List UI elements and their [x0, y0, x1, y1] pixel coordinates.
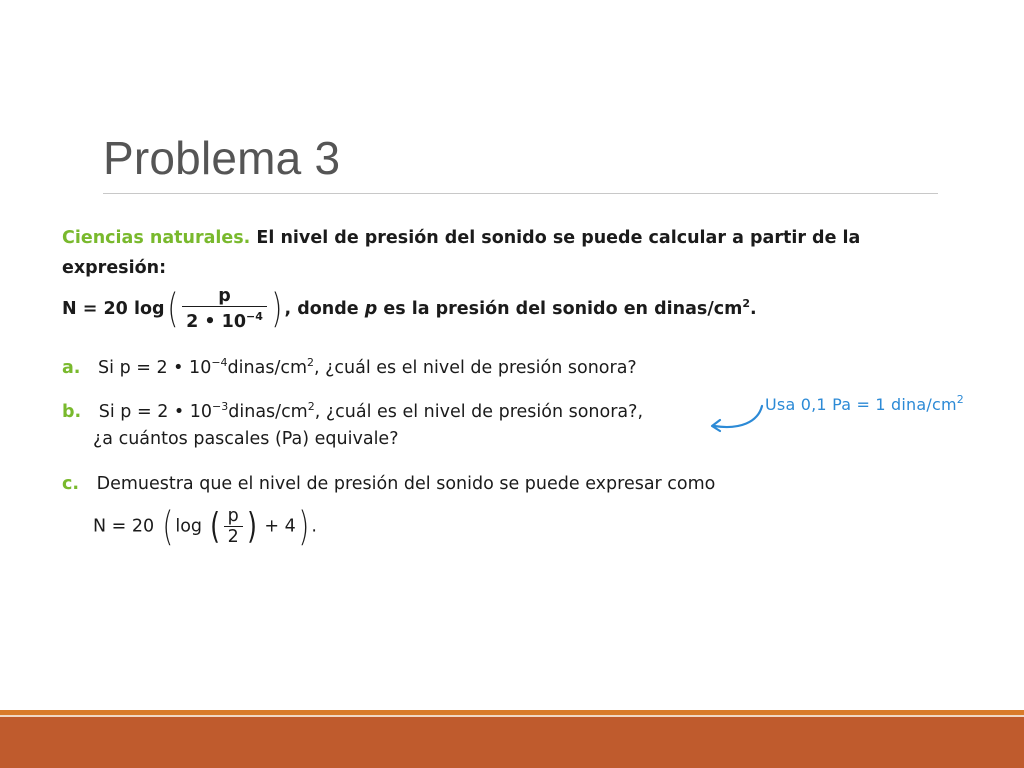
item-c-fraction — [224, 506, 243, 547]
formula-unit-exp: 2 — [742, 297, 750, 310]
item-c-formula — [93, 503, 317, 550]
left-paren: ( — [166, 286, 178, 332]
item-c-formula-lhs: N = 20 — [93, 516, 155, 537]
item-c-formula-end: . — [311, 516, 317, 537]
item-b-pre: Si p = 2 • 10 — [98, 402, 213, 422]
item-c-fraction-num: p — [227, 506, 239, 526]
item-c-formula-tail: + 4 — [264, 516, 296, 537]
item-a-label: a. — [62, 358, 81, 378]
item-b-post: dinas/cm — [228, 402, 308, 422]
intro-text-2: expresión: — [62, 258, 167, 278]
fraction-numerator: p — [218, 286, 231, 306]
formula-var: p — [364, 299, 378, 319]
formula-after: , donde — [284, 299, 365, 319]
outer-right-paren: ) — [298, 503, 310, 550]
denominator-exponent: −4 — [246, 310, 263, 323]
handwritten-note-text: Usa 0,1 Pa = 1 dina/cm — [765, 395, 957, 414]
intro-label: Ciencias naturales. — [62, 228, 251, 248]
slide-title: Problema 3 — [103, 132, 341, 184]
formula-end: . — [749, 299, 757, 319]
intro-line — [62, 228, 860, 248]
denominator-base: 2 • 10 — [186, 312, 247, 332]
fraction-denominator — [182, 306, 267, 332]
item-a-exp: −4 — [211, 356, 228, 369]
footer-bar — [0, 717, 1024, 768]
item-c-formula-log: log — [175, 516, 203, 537]
item-a-post: dinas/cm — [227, 358, 308, 378]
item-b-label: b. — [62, 402, 82, 422]
item-b-unit-exp: 2 — [307, 400, 315, 413]
main-formula — [62, 286, 757, 332]
handwritten-note — [765, 393, 964, 414]
outer-left-paren: ( — [162, 503, 174, 550]
item-c-label: c. — [62, 474, 80, 494]
item-a — [62, 356, 637, 378]
title-divider — [103, 193, 938, 194]
item-a-unit-exp: 2 — [307, 356, 315, 369]
handwritten-arrow-icon — [706, 400, 766, 436]
item-c — [62, 474, 715, 494]
item-a-pre: Si p = 2 • 10 — [98, 358, 212, 378]
item-b-exp: −3 — [212, 400, 229, 413]
inner-left-paren: ( — [209, 505, 220, 547]
formula-lhs: N = 20 log — [62, 299, 165, 319]
right-paren: ) — [271, 286, 283, 332]
item-b-end: , ¿cuál es el nivel de presión sonora?, — [314, 402, 644, 422]
inner-right-paren: ) — [246, 505, 257, 547]
formula-fraction — [182, 286, 267, 332]
item-a-end: , ¿cuál es el nivel de presión sonora? — [314, 358, 637, 378]
item-b — [62, 400, 643, 422]
intro-text: El nivel de presión del sonido se puede calcular a partir de la — [250, 228, 861, 248]
handwritten-note-exp: 2 — [956, 393, 964, 406]
item-c-text: Demuestra que el nivel de presión del sonido se puede expresar como — [96, 474, 716, 494]
formula-after-var: es la presión del sonido en dinas/cm — [377, 299, 743, 319]
item-c-fraction-den: 2 — [224, 526, 243, 547]
item-b-line2: ¿a cuántos pascales (Pa) equivale? — [93, 429, 399, 449]
